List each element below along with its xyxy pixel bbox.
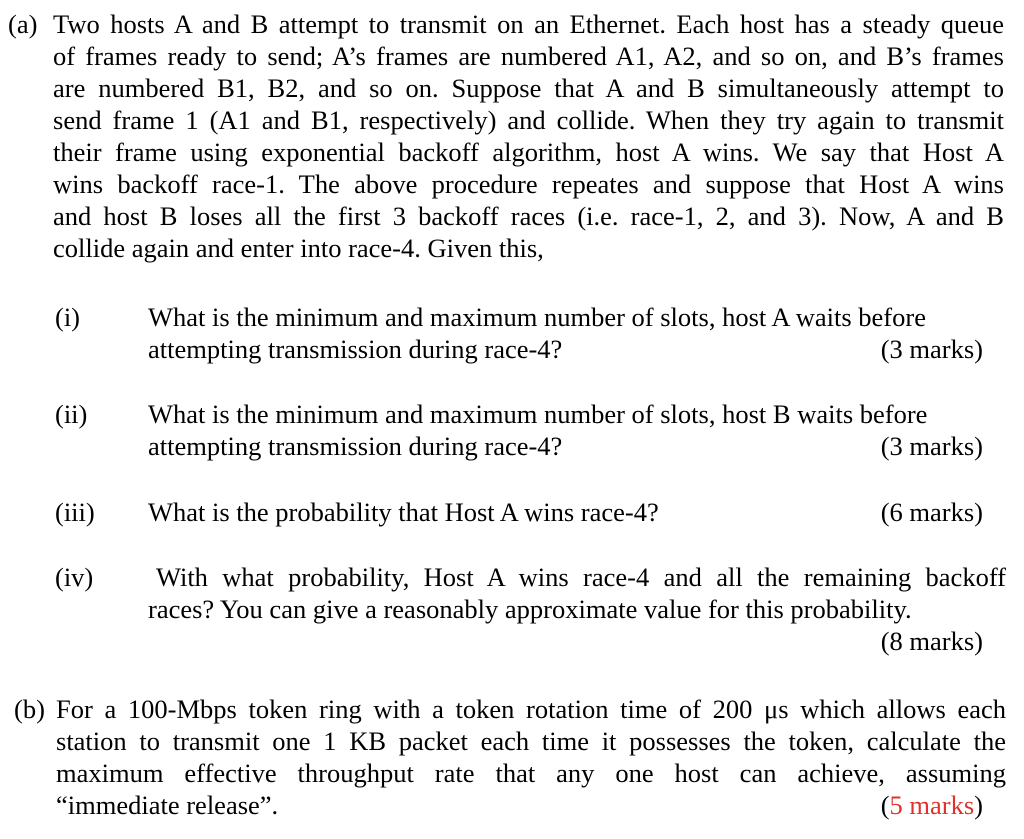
marks-value: 5 marks [889,790,975,820]
marks-open-paren: ( [880,790,890,820]
part-b-line-1: For a 100-Mbps token ring with a token rotation time of 200 μs which allows each [56,694,1006,724]
question-text-line-1: What is the minimum and maximum number of slots, host B waits before [148,399,928,429]
part-b-label: (b) [14,694,45,724]
question-marks: (3 marks) [880,334,983,364]
question-number: (iv) [55,562,94,592]
question-marks: (3 marks) [880,431,983,461]
question-text-line-2: attempting transmission during race-4? [148,334,563,364]
part-a-line-8: collide again and enter into race-4. Given this, [53,233,544,263]
question-text-line-1: With what probability, Host A wins race-4 and all the remaining backoff [156,562,1006,592]
marks-close-paren: ) [974,790,983,820]
part-a-label: (a) [8,9,38,39]
part-b-line-2: station to transmit one 1 KB packet each time it possesses the token, calculate the [56,726,1006,756]
part-a-line-4: send frame 1 (A1 and B1, respectively) and collide. When they try again to transmit [53,105,1004,135]
part-b-line-3: maximum effective throughput rate that any one host can achieve, assuming [56,758,1006,788]
question-text-line-2: attempting transmission during race-4? [148,431,563,461]
part-a-line-7: and host B loses all the first 3 backoff races (i.e. race-1, 2, and 3). Now, A and B [53,201,1004,231]
question-marks: (6 marks) [880,497,983,527]
part-b-line-4: “immediate release”. [56,790,279,820]
question-number: (i) [55,302,81,332]
question-marks: (8 marks) [880,626,983,656]
part-a-line-6: wins backoff race-1. The above procedure repeates and suppose that Host A wins [53,169,1004,199]
question-number: (ii) [55,399,88,429]
part-a-line-2: of frames ready to send; A’s frames are numbered A1, A2, and so on, and B’s frames [53,41,1004,71]
part-a-line-5: their frame using exponential backoff algorithm, host A wins. We say that Host A [53,137,1004,167]
part-a-line-3: are numbered B1, B2, and so on. Suppose that A and B simultaneously attempt to [53,73,1004,103]
part-a-line-1: Two hosts A and B attempt to transmit on an Ethernet. Each host has a steady queue [53,9,1004,39]
part-b-marks [800,789,983,821]
question-text-line-1: What is the probability that Host A wins race-4? [148,497,659,527]
question-text-line-2: races? You can give a reasonably approximate value for this probability. [148,594,912,624]
question-text-line-1: What is the minimum and maximum number of slots, host A waits before [148,302,926,332]
question-number: (iii) [55,497,95,527]
